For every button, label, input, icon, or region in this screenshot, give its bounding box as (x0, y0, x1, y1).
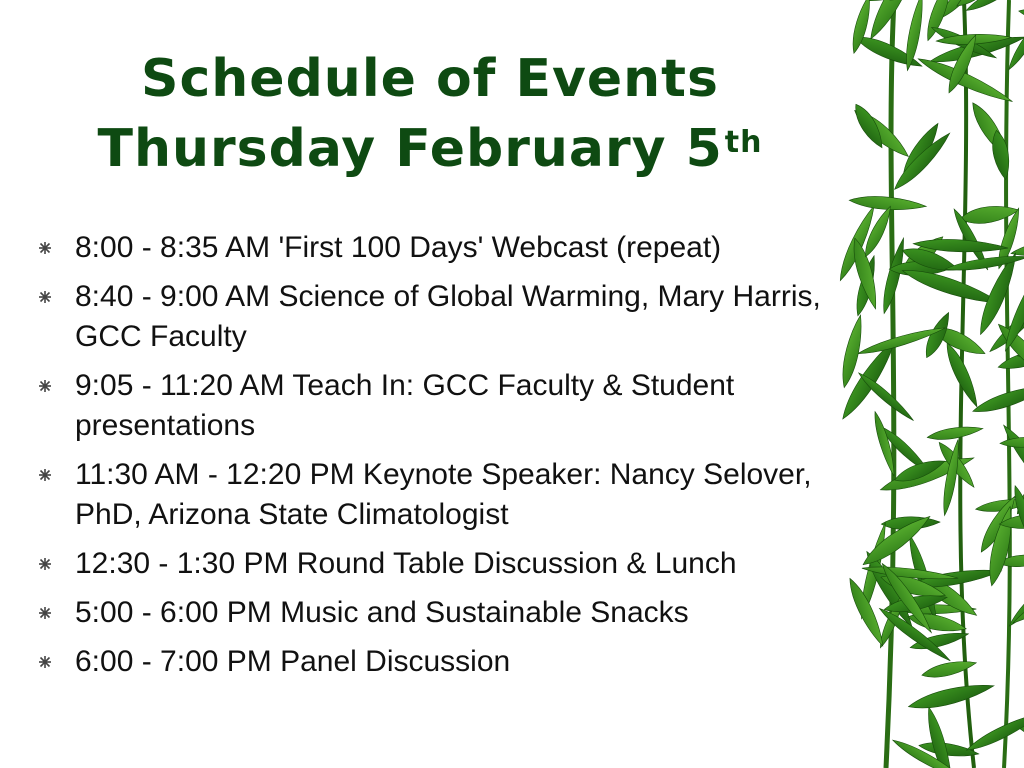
schedule-item-text: 11:30 AM - 12:20 PM Keynote Speaker: Nancy Selover, PhD, Arizona State Climatologist (75, 458, 812, 531)
title-superscript: th (724, 125, 763, 160)
asterisk-bullet-icon (38, 655, 52, 669)
title-line-2-text: Thursday February 5 (97, 119, 723, 179)
bamboo-leaves-decoration (824, 0, 1024, 768)
title-line-2 (20, 114, 840, 184)
schedule-item (38, 366, 848, 446)
schedule-item (38, 544, 848, 584)
asterisk-bullet-icon (38, 241, 52, 255)
slide-title (20, 44, 840, 184)
schedule-item (38, 642, 848, 682)
asterisk-bullet-icon (38, 468, 52, 482)
schedule-item (38, 455, 848, 535)
schedule-item-text: 9:05 - 11:20 AM Teach In: GCC Faculty & Student presentations (75, 369, 735, 442)
schedule-item-text: 6:00 - 7:00 PM Panel Discussion (75, 645, 511, 678)
asterisk-bullet-icon (38, 557, 52, 571)
asterisk-bullet-icon (38, 379, 52, 393)
schedule-item-text: 5:00 - 6:00 PM Music and Sustainable Snacks (75, 596, 689, 629)
schedule-item-text: 12:30 - 1:30 PM Round Table Discussion & Lunch (75, 547, 737, 580)
schedule-item (38, 228, 848, 268)
asterisk-bullet-icon (38, 290, 52, 304)
schedule-list (38, 228, 848, 691)
schedule-item (38, 277, 848, 357)
title-line-1: Schedule of Events (141, 49, 719, 109)
schedule-item (38, 593, 848, 633)
schedule-item-text: 8:00 - 8:35 AM 'First 100 Days' Webcast (repeat) (75, 231, 722, 264)
asterisk-bullet-icon (38, 606, 52, 620)
schedule-item-text: 8:40 - 9:00 AM Science of Global Warming, Mary Harris, GCC Faculty (75, 280, 821, 353)
